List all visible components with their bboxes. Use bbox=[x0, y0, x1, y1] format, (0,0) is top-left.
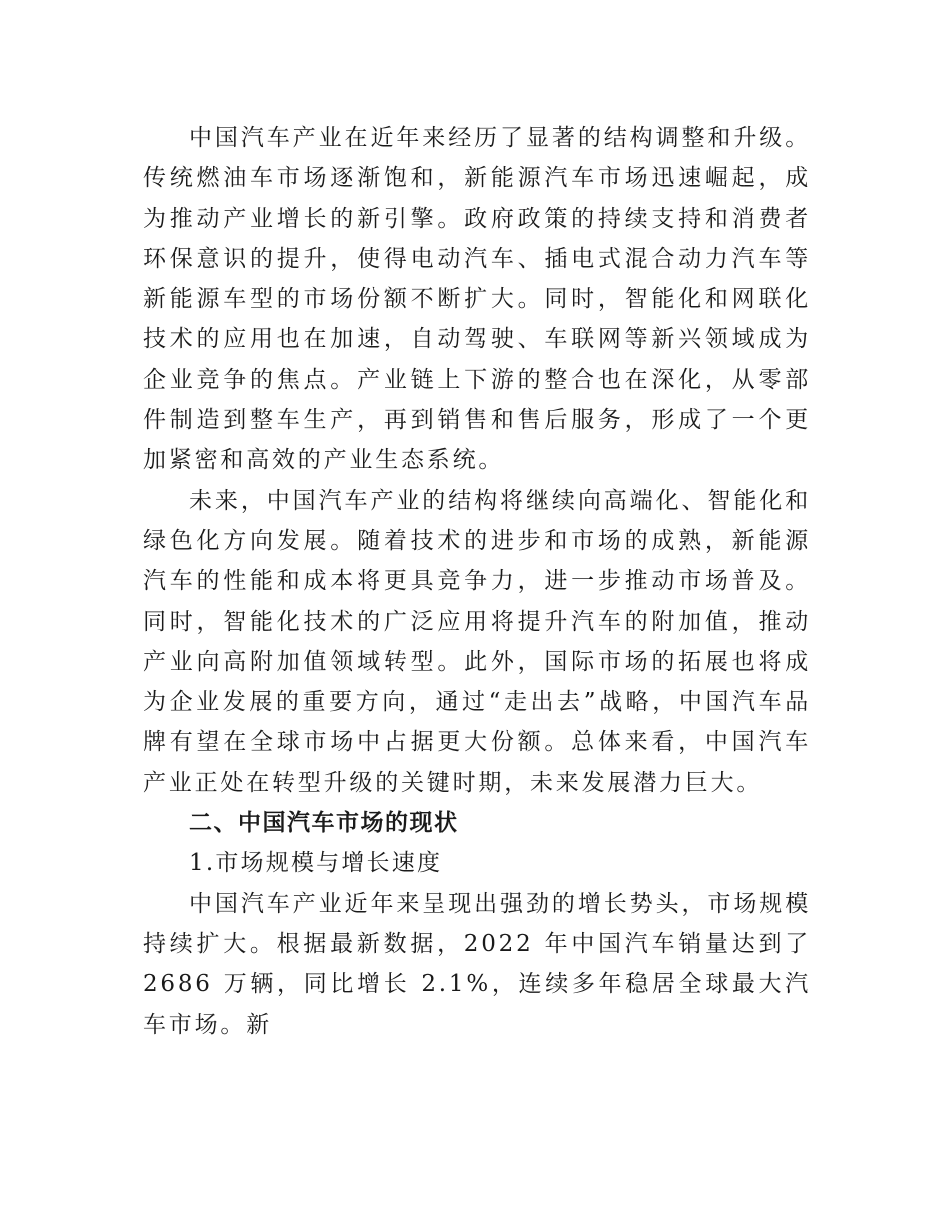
section-heading: 二、中国汽车市场的现状 bbox=[189, 810, 459, 837]
subsection-heading: 1.市场规模与增长速度 bbox=[189, 850, 443, 877]
paragraph-industry-structure: 中国汽车产业在近年来经历了显著的结构调整和升级。传统燃油车市场逐渐饱和，新能源汽车市场迅速崛起，成为推动产业增长的新引擎。政府政策的持续支持和消费者环保意识的提升，使得电动汽车、插电式混合动力汽车等新能源车型的市场份额不断扩大。同时，智能化和网联化技术的应用也在加速，自动驾驶、车联网等新兴领域成为企业竞争的焦点。产业链上下游的整合也在深化，从零部件制造到整车生产，再到销售和售后服务，形成了一个更加紧密和高效的产业生态系统。 bbox=[143, 125, 811, 474]
document-body bbox=[143, 118, 811, 1045]
paragraph-market-scale: 中国汽车产业近年来呈现出强劲的增长势头，市场规模持续扩大。根据最新数据，2022 年中国汽车销量达到了 2686 万辆，同比增长 2.1%，连续多年稳居全球最大汽车市场。新 bbox=[143, 890, 811, 1038]
paragraph-future-outlook: 未来，中国汽车产业的结构将继续向高端化、智能化和绿色化方向发展。随着技术的进步和市场的成熟，新能源汽车的性能和成本将更具竞争力，进一步推动市场普及。同时，智能化技术的广泛应用将提升汽车的附加值，推动产业向高附加值领域转型。此外，国际市场的拓展也将成为企业发展的重要方向，通过“走出去”战略，中国汽车品牌有望在全球市场中占据更大份额。总体来看，中国汽车产业正处在转型升级的关键时期，未来发展潜力巨大。 bbox=[143, 487, 811, 796]
